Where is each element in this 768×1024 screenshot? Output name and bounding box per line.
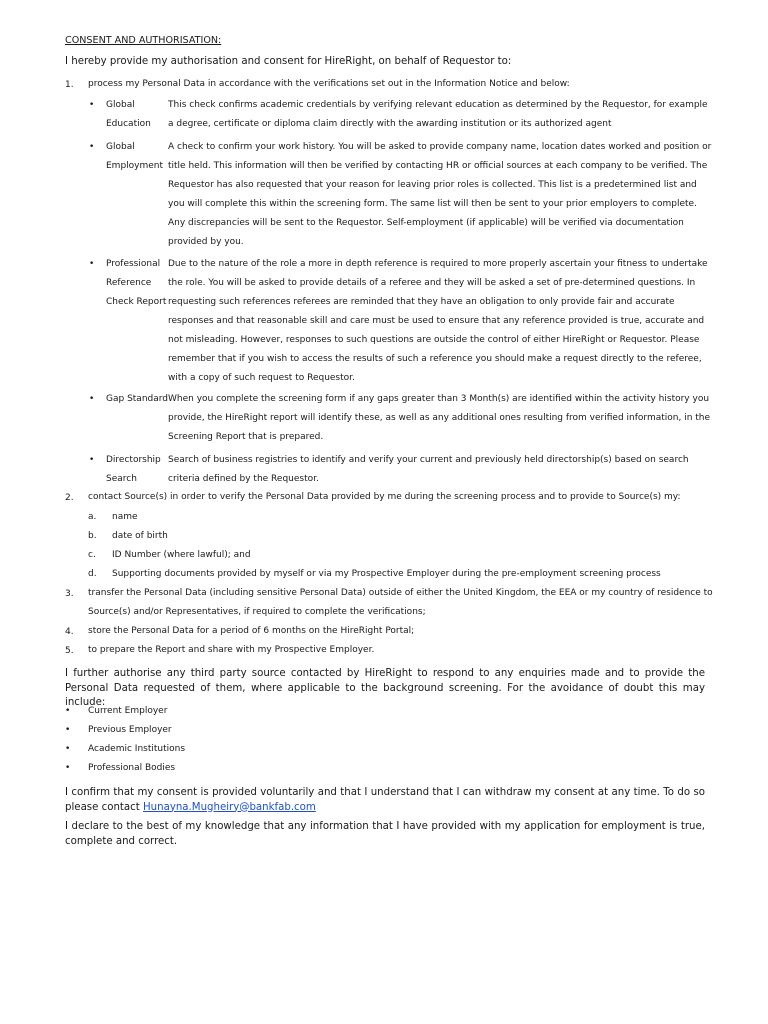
- item-text: to prepare the Report and share with my Prospective Employer.: [88, 645, 375, 655]
- bullet-icon: •: [89, 100, 95, 110]
- check-term: Global Employment: [106, 142, 164, 171]
- item-number: 5.: [65, 646, 74, 656]
- item-text: transfer the Personal Data (including sensitive Personal Data) outside of either the United Kingdom, the EEA or my country of residence to Source(s) and/or Representatives, if required to complete the verifications;: [88, 588, 713, 617]
- list-letter: d.: [88, 569, 97, 579]
- list-letter: a.: [88, 512, 97, 522]
- bullet-icon: •: [65, 725, 71, 735]
- item-text: store the Personal Data for a period of 6 months on the HireRight Portal;: [88, 626, 415, 636]
- check-term: Gap Standard: [106, 394, 169, 404]
- personal-data-item: date of birth: [112, 531, 168, 541]
- bullet-icon: •: [65, 763, 71, 773]
- source-item: Professional Bodies: [88, 763, 176, 773]
- contact-email-link[interactable]: Hunayna.Mugheiry@bankfab.com: [143, 801, 316, 813]
- personal-data-item: name: [112, 512, 138, 522]
- item-number: 2.: [65, 493, 74, 503]
- check-description: Due to the nature of the role a more in depth reference is required to more properly ascertain your fitness to undertake the role. You will be asked to provide details of a referee and they will be asked a set of pre-determined questions. In requesting such references referees are reminded that they have an obligation to only provide fair and accurate responses and that reasonable skill and care must be used to ensure that any reference provided is true, accurate and not misleading. However, responses to such questions are outside the control of either HireRight or Requestor. Please remember that if you wish to access the results of such a reference you should make a request directly to the referee, with a copy of such request to Requestor.: [168, 259, 708, 383]
- check-term: Directorship Search: [106, 455, 161, 484]
- item-number: 4.: [65, 627, 74, 637]
- check-description: When you complete the screening form if any gaps greater than 3 Month(s) are identified within the activity history you provide, the HireRight report will identify these, as well as any additional ones resulting from verified information, in the Screening Report that is prepared.: [168, 394, 711, 442]
- item-text: process my Personal Data in accordance with the verifications set out in the Information Notice and below:: [88, 79, 570, 89]
- check-term: Professional Reference Check Report: [106, 259, 167, 307]
- personal-data-item: ID Number (where lawful); and: [112, 550, 251, 560]
- source-item: Previous Employer: [88, 725, 172, 735]
- check-description: This check confirms academic credentials by verifying relevant education as determined by the Requestor, for example a degree, certificate or diploma claim directly with the awarding institution or its authorized agent: [168, 100, 708, 129]
- bullet-icon: •: [65, 706, 71, 716]
- bullet-icon: •: [89, 259, 95, 269]
- bullet-icon: •: [89, 455, 95, 465]
- list-letter: b.: [88, 531, 97, 541]
- item-number: 1.: [65, 80, 74, 90]
- check-description: A check to confirm your work history. You will be asked to provide company name, location dates worked and position or title held. This information will then be verified by contacting HR or official sources at each company to be verified. The Requestor has also requested that your reason for leaving prior roles is collected. This list is a predetermined list and you will complete this within the screening form. The same list will then be sent to your prior employers to complete. Any discrepancies will be sent to the Requestor. Self-employment (if applicable) will be verified via documentation provided by you.: [168, 142, 712, 247]
- consent-text: I confirm that my consent is provided voluntarily and that I understand that I can withdraw my consent at any time. To do so please contact: [65, 787, 705, 813]
- source-item: Current Employer: [88, 706, 168, 716]
- item-text: contact Source(s) in order to verify the Personal Data provided by me during the screening process and to provide to Source(s) my:: [88, 492, 681, 502]
- bullet-icon: •: [89, 142, 95, 152]
- bullet-icon: •: [65, 744, 71, 754]
- check-term: Global Education: [106, 100, 151, 129]
- intro-paragraph: I hereby provide my authorisation and consent for HireRight, on behalf of Requestor to:: [65, 56, 512, 67]
- personal-data-item: Supporting documents provided by myself or via my Prospective Employer during the pre-employment screening process: [112, 569, 661, 579]
- declaration-paragraph: I declare to the best of my knowledge that any information that I have provided with my application for employment is true, complete and correct.: [65, 821, 705, 847]
- further-authorisation-paragraph: I further authorise any third party source contacted by HireRight to respond to any enquiries made and to provide the Personal Data requested of them, where applicable to the background screening. For the avoidance of doubt this may include:: [65, 668, 705, 708]
- consent-heading: CONSENT AND AUTHORISATION:: [65, 35, 222, 46]
- source-item: Academic Institutions: [88, 744, 186, 754]
- consent-paragraph: [65, 786, 705, 815]
- item-number: 3.: [65, 589, 74, 599]
- check-description: Search of business registries to identify and verify your current and previously held directorship(s) based on search criteria defined by the Requestor.: [168, 455, 689, 484]
- bullet-icon: •: [89, 394, 95, 404]
- list-letter: c.: [88, 550, 96, 560]
